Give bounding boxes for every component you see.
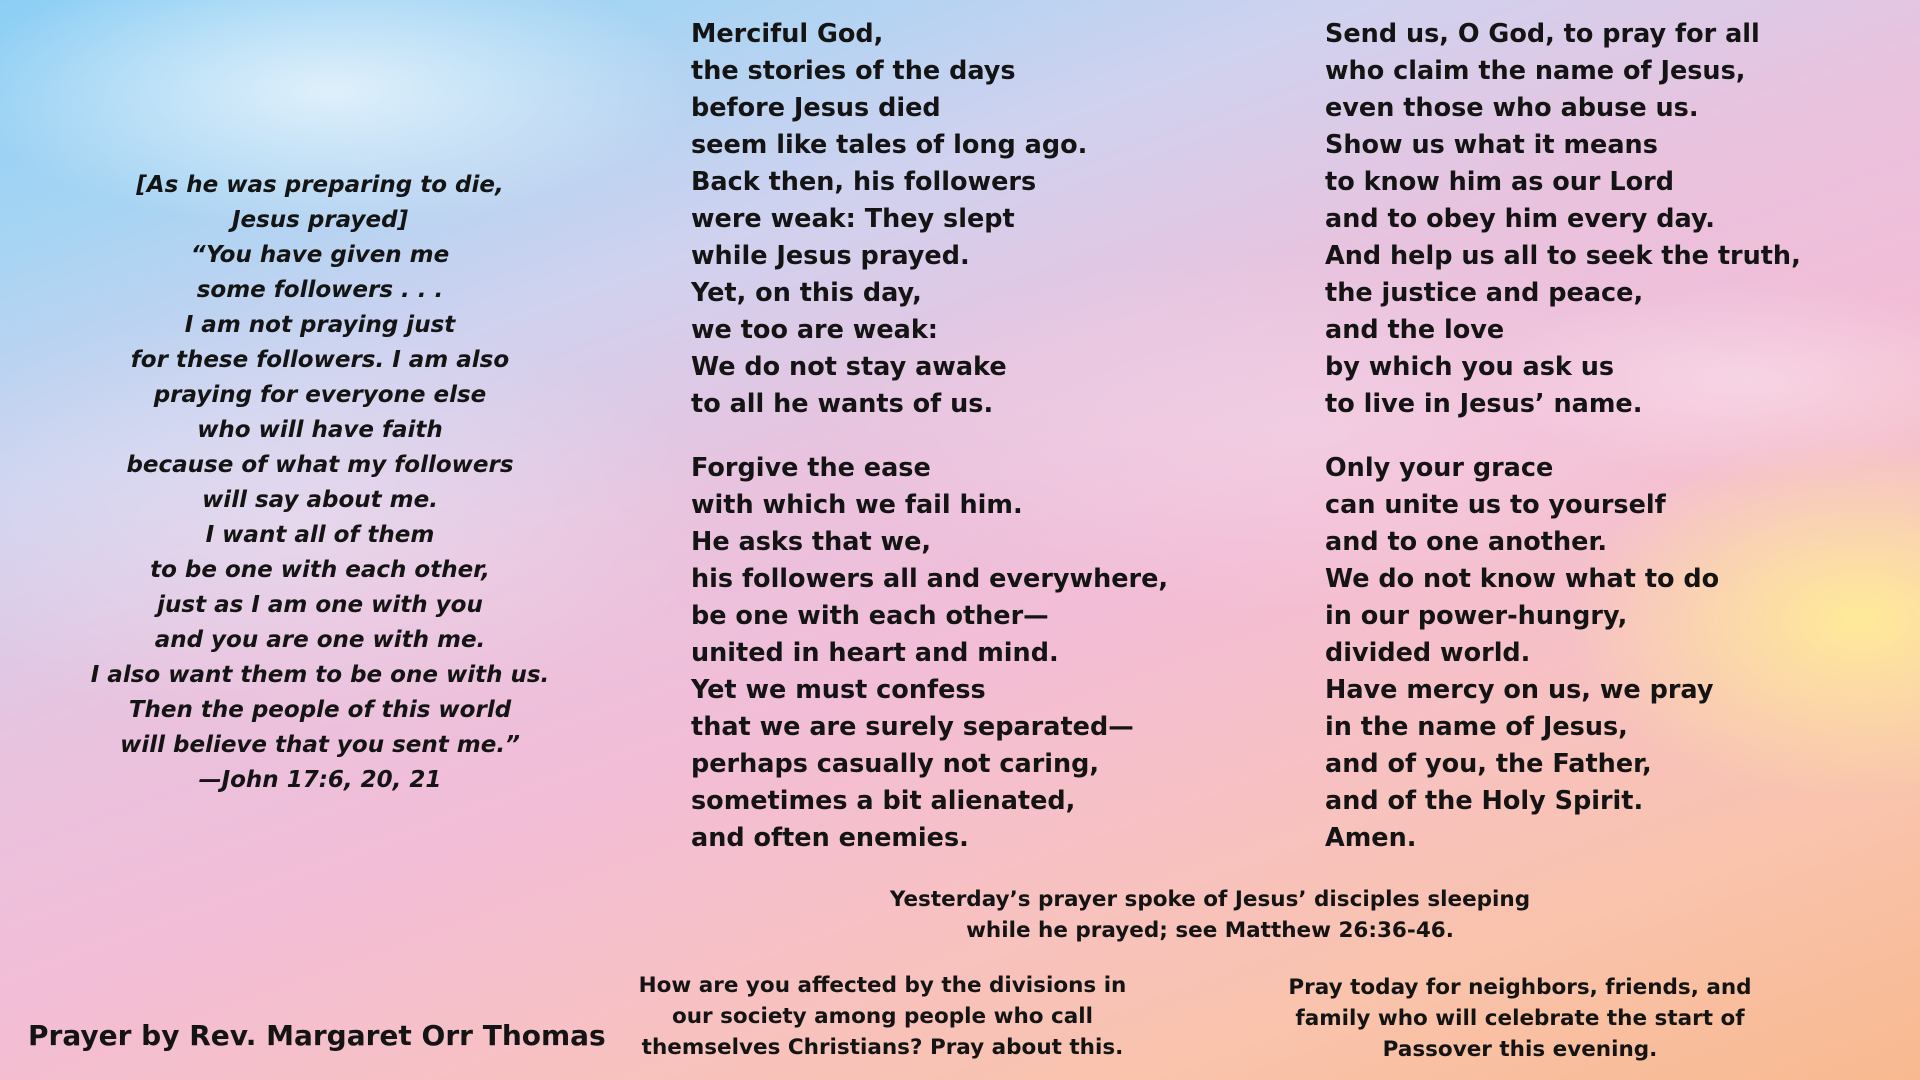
prayer-line: to know him as our Lord <box>1325 167 1674 197</box>
prayer-stanza <box>1325 16 1801 423</box>
prayer-line: We do not know what to do <box>1325 564 1720 594</box>
prayer-stanza <box>691 450 1168 857</box>
prayer-stanza <box>691 16 1168 423</box>
scripture-reference: —John 17:6, 20, 21 <box>198 767 442 793</box>
prayer-line: divided world. <box>1325 638 1531 668</box>
reflection-question <box>620 970 1145 1063</box>
prayer-line: we too are weak: <box>691 315 939 345</box>
prayer-line: while Jesus prayed. <box>691 241 970 271</box>
prayer-line: perhaps casually not caring, <box>691 749 1100 779</box>
prayer-line: in our power-hungry, <box>1325 601 1628 631</box>
prayer-line: Send us, O God, to pray for all <box>1325 19 1760 49</box>
prayer-line: in the name of Jesus, <box>1325 712 1628 742</box>
scripture-line: I also want them to be one with us. <box>90 662 550 688</box>
prayer-line: his followers all and everywhere, <box>691 564 1169 594</box>
prayer-line: He asks that we, <box>691 527 932 557</box>
prayer-line: Only your grace <box>1325 453 1554 483</box>
prayer-line: sometimes a bit alienated, <box>691 786 1076 816</box>
prompt-line: Passover this evening. <box>1382 1037 1658 1062</box>
note-line: Yesterday’s prayer spoke of Jesus’ disciples sleeping <box>889 887 1531 912</box>
scripture-line: will say about me. <box>202 487 438 513</box>
prayer-line: and the love <box>1325 315 1505 345</box>
prayer-line: with which we fail him. <box>691 490 1023 520</box>
scripture-line: and you are one with me. <box>154 627 486 653</box>
prayer-line: Show us what it means <box>1325 130 1658 160</box>
scripture-line: to be one with each other, <box>150 557 490 583</box>
scripture-passage <box>90 168 550 798</box>
prayer-line: united in heart and mind. <box>691 638 1059 668</box>
prayer-line: the stories of the days <box>691 56 1016 86</box>
scripture-line: who will have faith <box>197 417 443 443</box>
scripture-line: [As he was preparing to die, <box>136 172 504 198</box>
prayer-line: And help us all to seek the truth, <box>1325 241 1801 271</box>
scripture-line: for these followers. I am also <box>130 347 510 373</box>
prayer-line: be one with each other— <box>691 601 1049 631</box>
prayer-line: to all he wants of us. <box>691 389 994 419</box>
prayer-line: and of you, the Father, <box>1325 749 1652 779</box>
prayer-line: even those who abuse us. <box>1325 93 1699 123</box>
prayer-line: Amen. <box>1325 823 1417 853</box>
matthew-reference-note <box>830 884 1590 946</box>
prayer-line: and of the Holy Spirit. <box>1325 786 1644 816</box>
prayer-column-right <box>1325 16 1801 857</box>
prayer-line: were weak: They slept <box>691 204 1015 234</box>
scripture-line: Then the people of this world <box>128 697 512 723</box>
scripture-line: praying for everyone else <box>153 382 487 408</box>
scripture-line: Jesus prayed] <box>231 207 409 233</box>
prayer-line: Yet, on this day, <box>691 278 922 308</box>
prayer-line: Have mercy on us, we pray <box>1325 675 1714 705</box>
prayer-line: that we are surely separated— <box>691 712 1134 742</box>
pray-today-prompt <box>1270 972 1770 1065</box>
prayer-line: who claim the name of Jesus, <box>1325 56 1746 86</box>
prayer-line: by which you ask us <box>1325 352 1615 382</box>
scripture-line: just as I am one with you <box>157 592 483 618</box>
prompt-line: family who will celebrate the start of <box>1295 1006 1745 1031</box>
scripture-line: will believe that you sent me.” <box>120 732 520 758</box>
prayer-line: before Jesus died <box>691 93 941 123</box>
prayer-column-left <box>691 16 1168 857</box>
prayer-line: Back then, his followers <box>691 167 1037 197</box>
prayer-line: and to obey him every day. <box>1325 204 1715 234</box>
prayer-line: can unite us to yourself <box>1325 490 1666 520</box>
prayer-line: the justice and peace, <box>1325 278 1644 308</box>
prayer-line: Forgive the ease <box>691 453 931 483</box>
scripture-line: “You have given me <box>190 242 450 268</box>
question-line: themselves Christians? Pray about this. <box>641 1035 1124 1060</box>
note-line: while he prayed; see Matthew 26:36-46. <box>966 918 1454 943</box>
prayer-line: and to one another. <box>1325 527 1608 557</box>
question-line: How are you affected by the divisions in <box>638 973 1127 998</box>
scripture-line: some followers . . . <box>196 277 444 303</box>
prayer-line: We do not stay awake <box>691 352 1007 382</box>
prompt-line: Pray today for neighbors, friends, and <box>1288 975 1752 1000</box>
scripture-line: I am not praying just <box>184 312 456 338</box>
scripture-line: I want all of them <box>205 522 435 548</box>
question-line: our society among people who call <box>671 1004 1094 1029</box>
prayer-line: to live in Jesus’ name. <box>1325 389 1643 419</box>
prayer-line: seem like tales of long ago. <box>691 130 1088 160</box>
prayer-line: and often enemies. <box>691 823 969 853</box>
prayer-stanza <box>1325 450 1801 857</box>
prayer-line: Merciful God, <box>691 19 884 49</box>
prayer-attribution: Prayer by Rev. Margaret Orr Thomas <box>28 1019 606 1052</box>
scripture-line: because of what my followers <box>126 452 514 478</box>
prayer-line: Yet we must confess <box>691 675 986 705</box>
